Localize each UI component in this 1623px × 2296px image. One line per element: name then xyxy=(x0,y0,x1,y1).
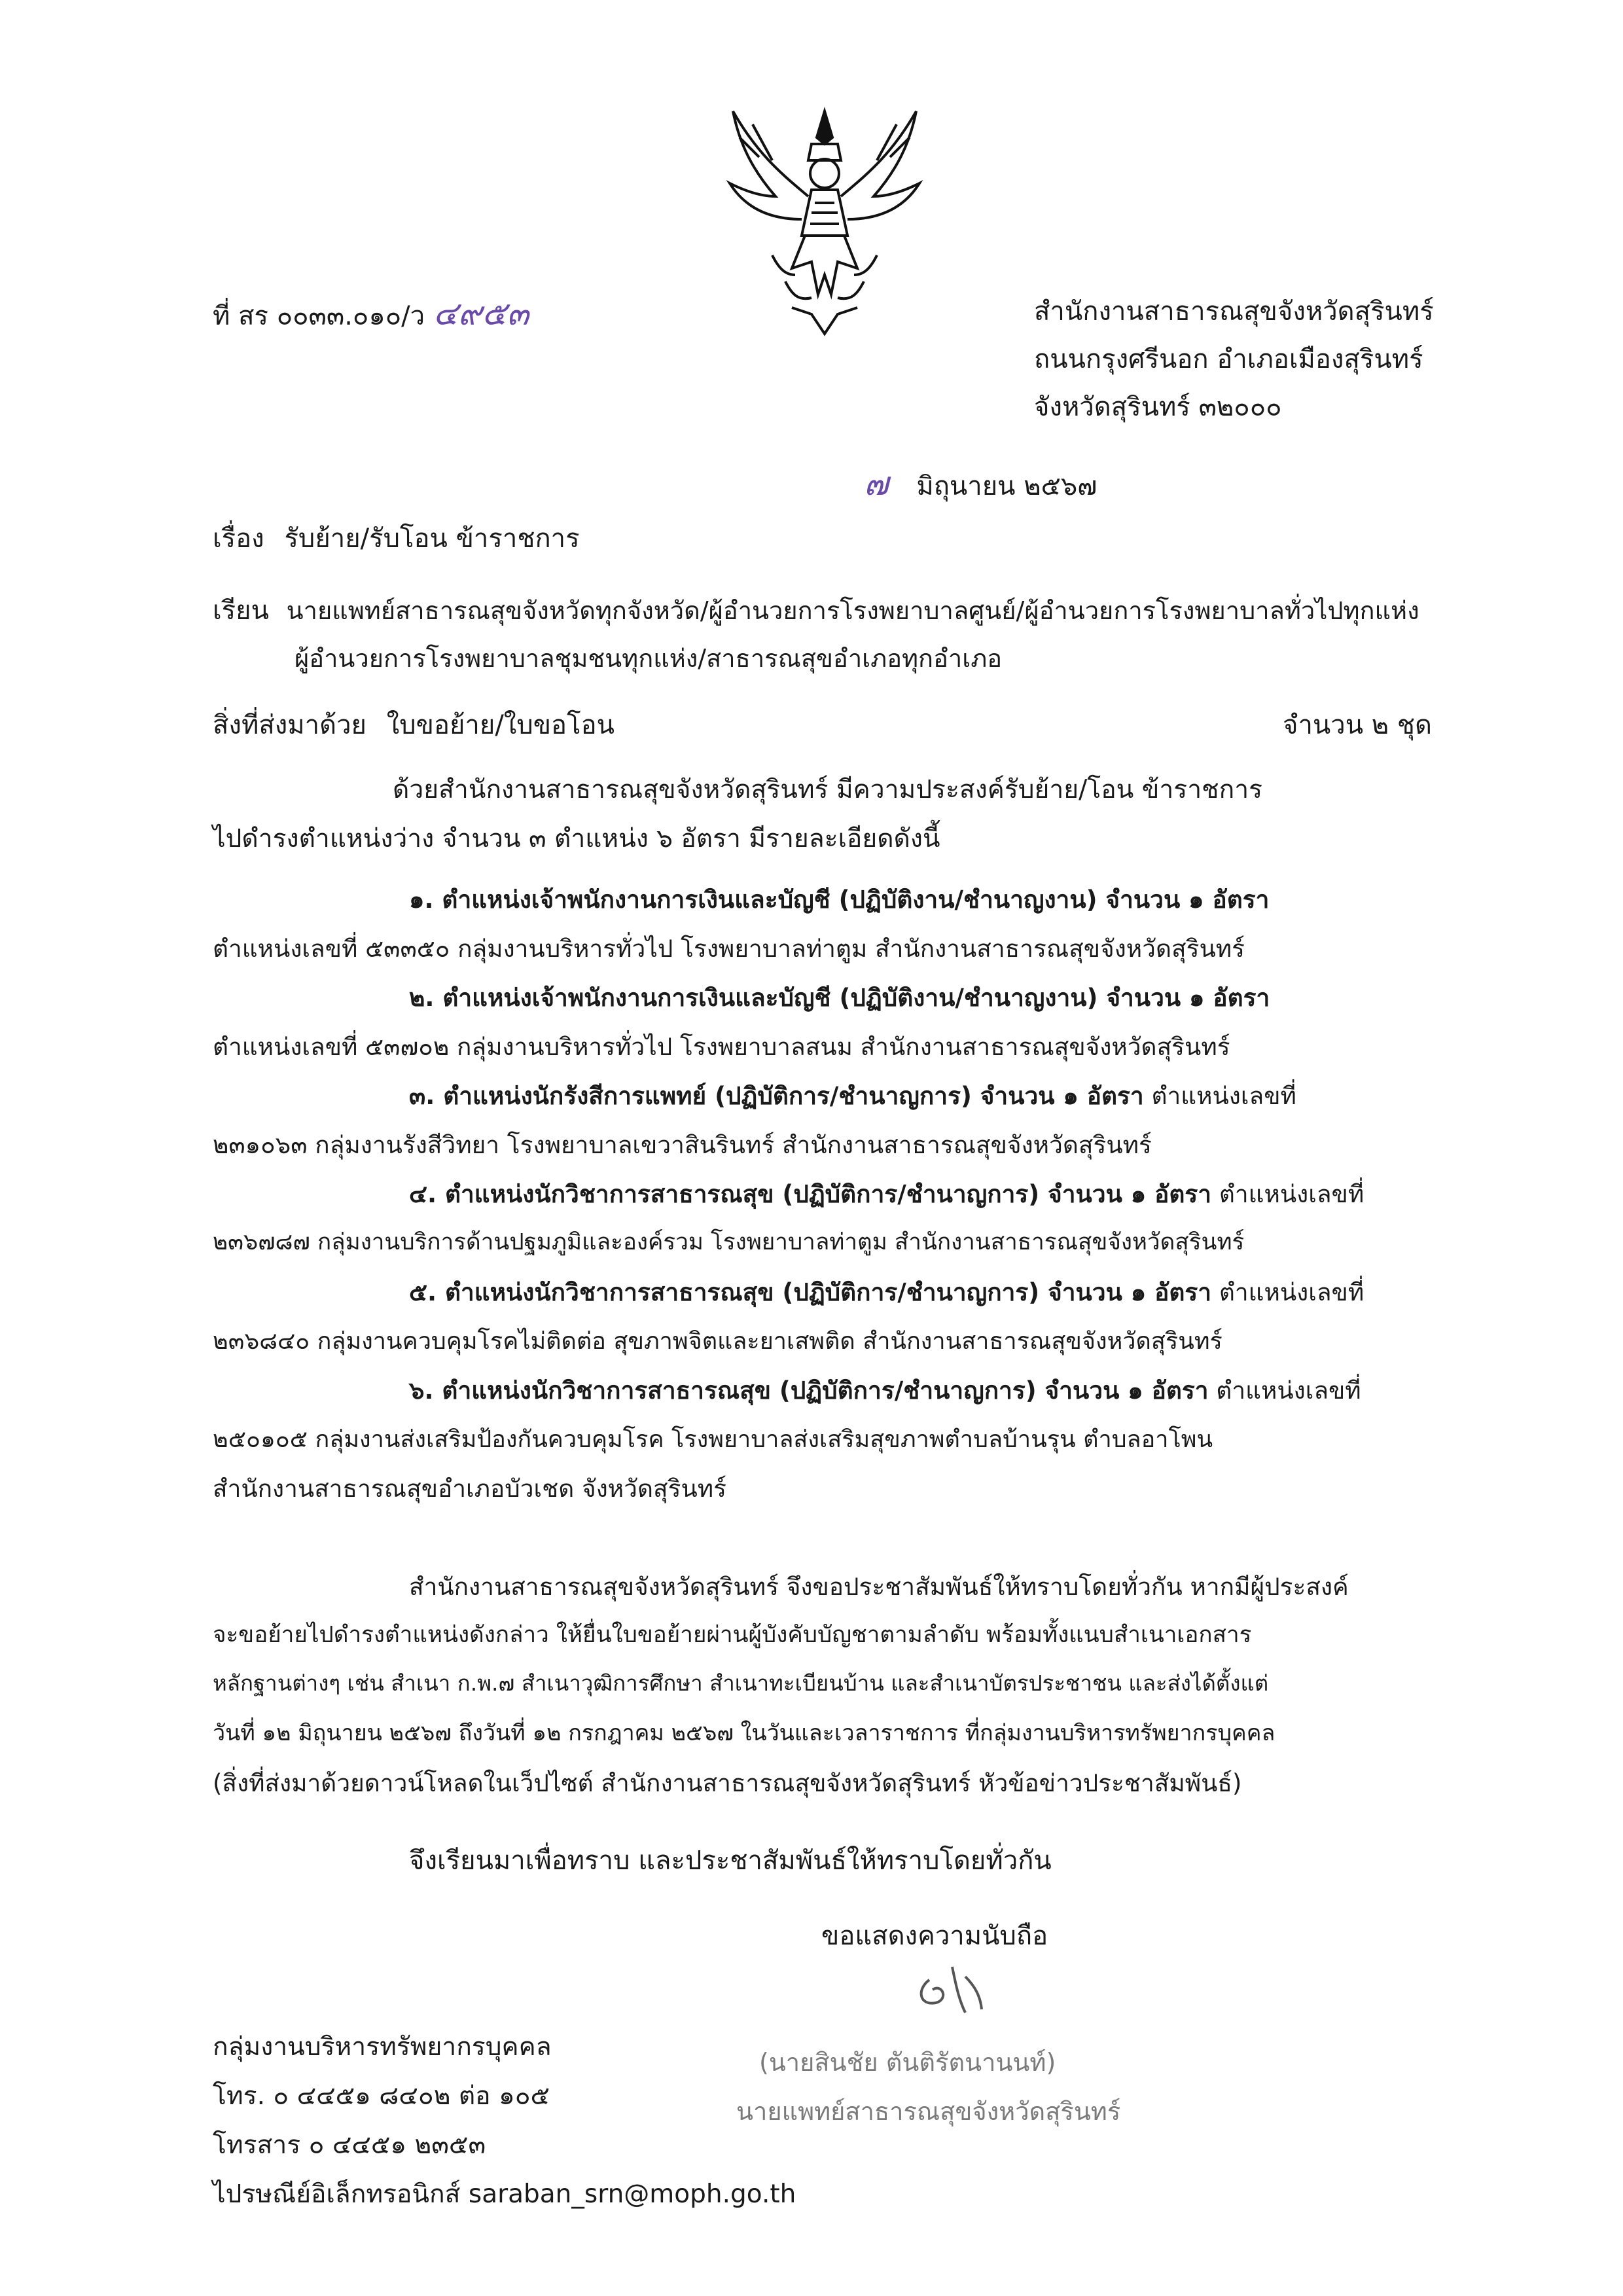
footer-email: ไปรษณีย์อิเล็กทรอนิกส์ saraban_srn@moph.go.th xyxy=(213,2179,796,2209)
position-detail: ๒๓๖๘๔๐ กลุ่มงานควบคุมโรคไม่ติดต่อ สุขภาพจิตและยาเสพติด สำนักงานสาธารณสุขจังหวัดสุรินทร์ xyxy=(213,1328,1222,1355)
recipient-line xyxy=(213,589,1419,631)
garuda-emblem-icon xyxy=(713,98,936,340)
footer-fax: โทรสาร ๐ ๔๔๕๑ ๒๓๕๓ xyxy=(213,2130,486,2160)
closing-text: จึงเรียนมาเพื่อทราบ และประชาสัมพันธ์ให้ทราบโดยทั่วกัน xyxy=(409,1846,1052,1876)
date-month-year: มิถุนายน ๒๕๖๗ xyxy=(916,471,1097,501)
attachment-line xyxy=(213,704,615,745)
announcement-line: (สิ่งที่ส่งมาด้วยดาวน์โหลดในเว็ปไซต์ สำนักงานสาธารณสุขจังหวัดสุรินทร์ หัวข้อข่าวประชาสัมพันธ์) xyxy=(213,1769,1242,1797)
signer-name: (นายสินชัย ตันติรัตนานนท์) xyxy=(759,2048,1056,2077)
subject-line xyxy=(213,517,580,559)
recipient-text-2: ผู้อำนวยการโรงพยาบาลชุมชนทุกแห่ง/สาธารณสุขอำเภอทุกอำเภอ xyxy=(294,644,1003,673)
announcement-line: วันที่ ๑๒ มิถุนายน ๒๕๖๗ ถึงวันที่ ๑๒ กรกฎาคม ๒๕๖๗ ในวันและเวลาราชการ ที่กลุ่มงานบริหารทรัพยากรบุคคล xyxy=(213,1720,1275,1746)
agency-line: จังหวัดสุรินทร์ ๓๒๐๐๐ xyxy=(1034,392,1282,422)
position-heading: ๓. ตำแหน่งนักรังสีการแพทย์ (ปฏิบัติการ/ชำนาญการ) จำนวน ๑ อัตรา xyxy=(409,1082,1144,1110)
position-heading-tail: ตำแหน่งเลขที่ xyxy=(1216,1376,1361,1405)
position-detail: ๒๓๖๗๘๗ กลุ่มงานบริการด้านปฐมภูมิและองค์รวม โรงพยาบาลท่าตูม สำนักงานสาธารณสุขจังหวัดสุรินทร์ xyxy=(213,1229,1245,1255)
agency-line: ถนนกรุงศรีนอก อำเภอเมืองสุรินทร์ xyxy=(1034,344,1423,374)
footer-contact xyxy=(213,2022,796,2219)
intro-line-1: ด้วยสำนักงานสาธารณสุขจังหวัดสุรินทร์ มีความประสงค์รับย้าย/โอน ข้าราชการ xyxy=(393,775,1263,804)
position-heading-tail: ตำแหน่งเลขที่ xyxy=(1151,1082,1296,1110)
footer-phone: โทร. ๐ ๔๔๕๑ ๘๔๐๒ ต่อ ๑๐๕ xyxy=(213,2081,550,2111)
date-day-handwritten: ๗ xyxy=(864,465,889,503)
announcement-line: หลักฐานต่างๆ เช่น สำเนา ก.พ.๗ สำเนาวุฒิการศึกษา สำเนาทะเบียนบ้าน และสำเนาบัตรประชาชน และส่งได้ตั้งแต่ xyxy=(213,1670,1269,1696)
signature-icon xyxy=(903,1954,995,2026)
position-heading: ๔. ตำแหน่งนักวิชาการสาธารณสุข (ปฏิบัติการ/ชำนาญการ) จำนวน ๑ อัตรา xyxy=(409,1180,1212,1208)
position-heading-tail: ตำแหน่งเลขที่ xyxy=(1219,1180,1364,1208)
announcement-paragraph xyxy=(213,1568,1453,1842)
reference-number xyxy=(213,288,529,340)
announcement-line: สำนักงานสาธารณสุขจังหวัดสุรินทร์ จึงขอประชาสัมพันธ์ให้ทราบโดยทั่วกัน หากมีผู้ประสงค์ xyxy=(409,1573,1349,1601)
position-heading: ๑. ตำแหน่งเจ้าพนักงานการเงินและบัญชี (ปฏิบัติงาน/ชำนาญงาน) จำนวน ๑ อัตรา xyxy=(409,886,1270,914)
position-heading-row xyxy=(409,1077,1453,1115)
footer-department: กลุ่มงานบริหารทรัพยากรบุคคล xyxy=(213,2032,552,2062)
position-heading-tail: ตำแหน่งเลขที่ xyxy=(1219,1278,1364,1306)
position-detail: ๒๕๐๑๐๕ กลุ่มงานส่งเสริมป้องกันควบคุมโรค โรงพยาบาลส่งเสริมสุขภาพตำบลบ้านรุน ตำบลอาโพน xyxy=(213,1426,1213,1453)
position-heading-row xyxy=(409,1273,1453,1312)
position-heading-row xyxy=(409,1175,1453,1213)
attachment-label: สิ่งที่ส่งมาด้วย xyxy=(213,710,366,740)
reference-number-handwritten: ๔๙๕๓ xyxy=(433,295,529,332)
position-heading: ๖. ตำแหน่งนักวิชาการสาธารณสุข (ปฏิบัติการ/ชำนาญการ) จำนวน ๑ อัตรา xyxy=(409,1376,1209,1405)
position-heading-row xyxy=(409,1371,1453,1410)
reference-prefix: ที่ สร ๐๐๓๓.๐๑๐/ว xyxy=(213,301,425,331)
subject-text: รับย้าย/รับโอน ข้าราชการ xyxy=(284,524,580,554)
position-heading: ๕. ตำแหน่งนักวิชาการสาธารณสุข (ปฏิบัติการ/ชำนาญการ) จำนวน ๑ อัตรา xyxy=(409,1278,1212,1306)
position-detail: สำนักงานสาธารณสุขอำเภอบัวเชด จังหวัดสุรินทร์ xyxy=(213,1475,727,1503)
agency-address xyxy=(1034,288,1434,431)
subject-label: เรื่อง xyxy=(213,524,264,554)
announcement-line: จะขอย้ายไปดำรงตำแหน่งดังกล่าว ให้ยื่นใบขอย้ายผ่านผู้บังคับบัญชาตามลำดับ พร้อมทั้งแนบสำเนาเอกสาร xyxy=(213,1622,1252,1648)
recipient-text-1: นายแพทย์สาธารณสุขจังหวัดทุกจังหวัด/ผู้อำนวยการโรงพยาบาลศูนย์/ผู้อำนวยการโรงพยาบาลทั่วไปทุกแห่ง xyxy=(286,596,1419,625)
recipient-label: เรียน xyxy=(213,596,269,626)
positions-list xyxy=(213,880,1453,1535)
position-detail: ตำแหน่งเลขที่ ๕๓๓๕๐ กลุ่มงานบริหารทั่วไป โรงพยาบาลท่าตูม สำนักงานสาธารณสุขจังหวัดสุรินทร์ xyxy=(213,935,1245,963)
attachment-text: ใบขอย้าย/ใบขอโอน xyxy=(386,710,615,740)
signer-title: นายแพทย์สาธารณสุขจังหวัดสุรินทร์ xyxy=(736,2097,1121,2126)
intro-line-2: ไปดำรงตำแหน่งว่าง จำนวน ๓ ตำแหน่ง ๖ อัตรา มีรายละเอียดดังนี้ xyxy=(213,824,940,853)
position-heading: ๒. ตำแหน่งเจ้าพนักงานการเงินและบัญชี (ปฏิบัติงาน/ชำนาญงาน) จำนวน ๑ อัตรา xyxy=(409,984,1270,1012)
position-detail: ตำแหน่งเลขที่ ๕๓๗๐๒ กลุ่มงานบริหารทั่วไป โรงพยาบาลสนม สำนักงานสาธารณสุขจังหวัดสุรินทร์ xyxy=(213,1033,1230,1061)
document-date xyxy=(864,458,1097,510)
agency-line: สำนักงานสาธารณสุขจังหวัดสุรินทร์ xyxy=(1034,296,1434,327)
attachment-count: จำนวน ๒ ชุด xyxy=(1283,710,1432,740)
closing-salutation: ขอแสดงความนับถือ xyxy=(821,1921,1048,1951)
position-detail: ๒๓๑๐๖๓ กลุ่มงานรังสีวิทยา โรงพยาบาลเขวาสินรินทร์ สำนักงานสาธารณสุขจังหวัดสุรินทร์ xyxy=(213,1131,1152,1159)
